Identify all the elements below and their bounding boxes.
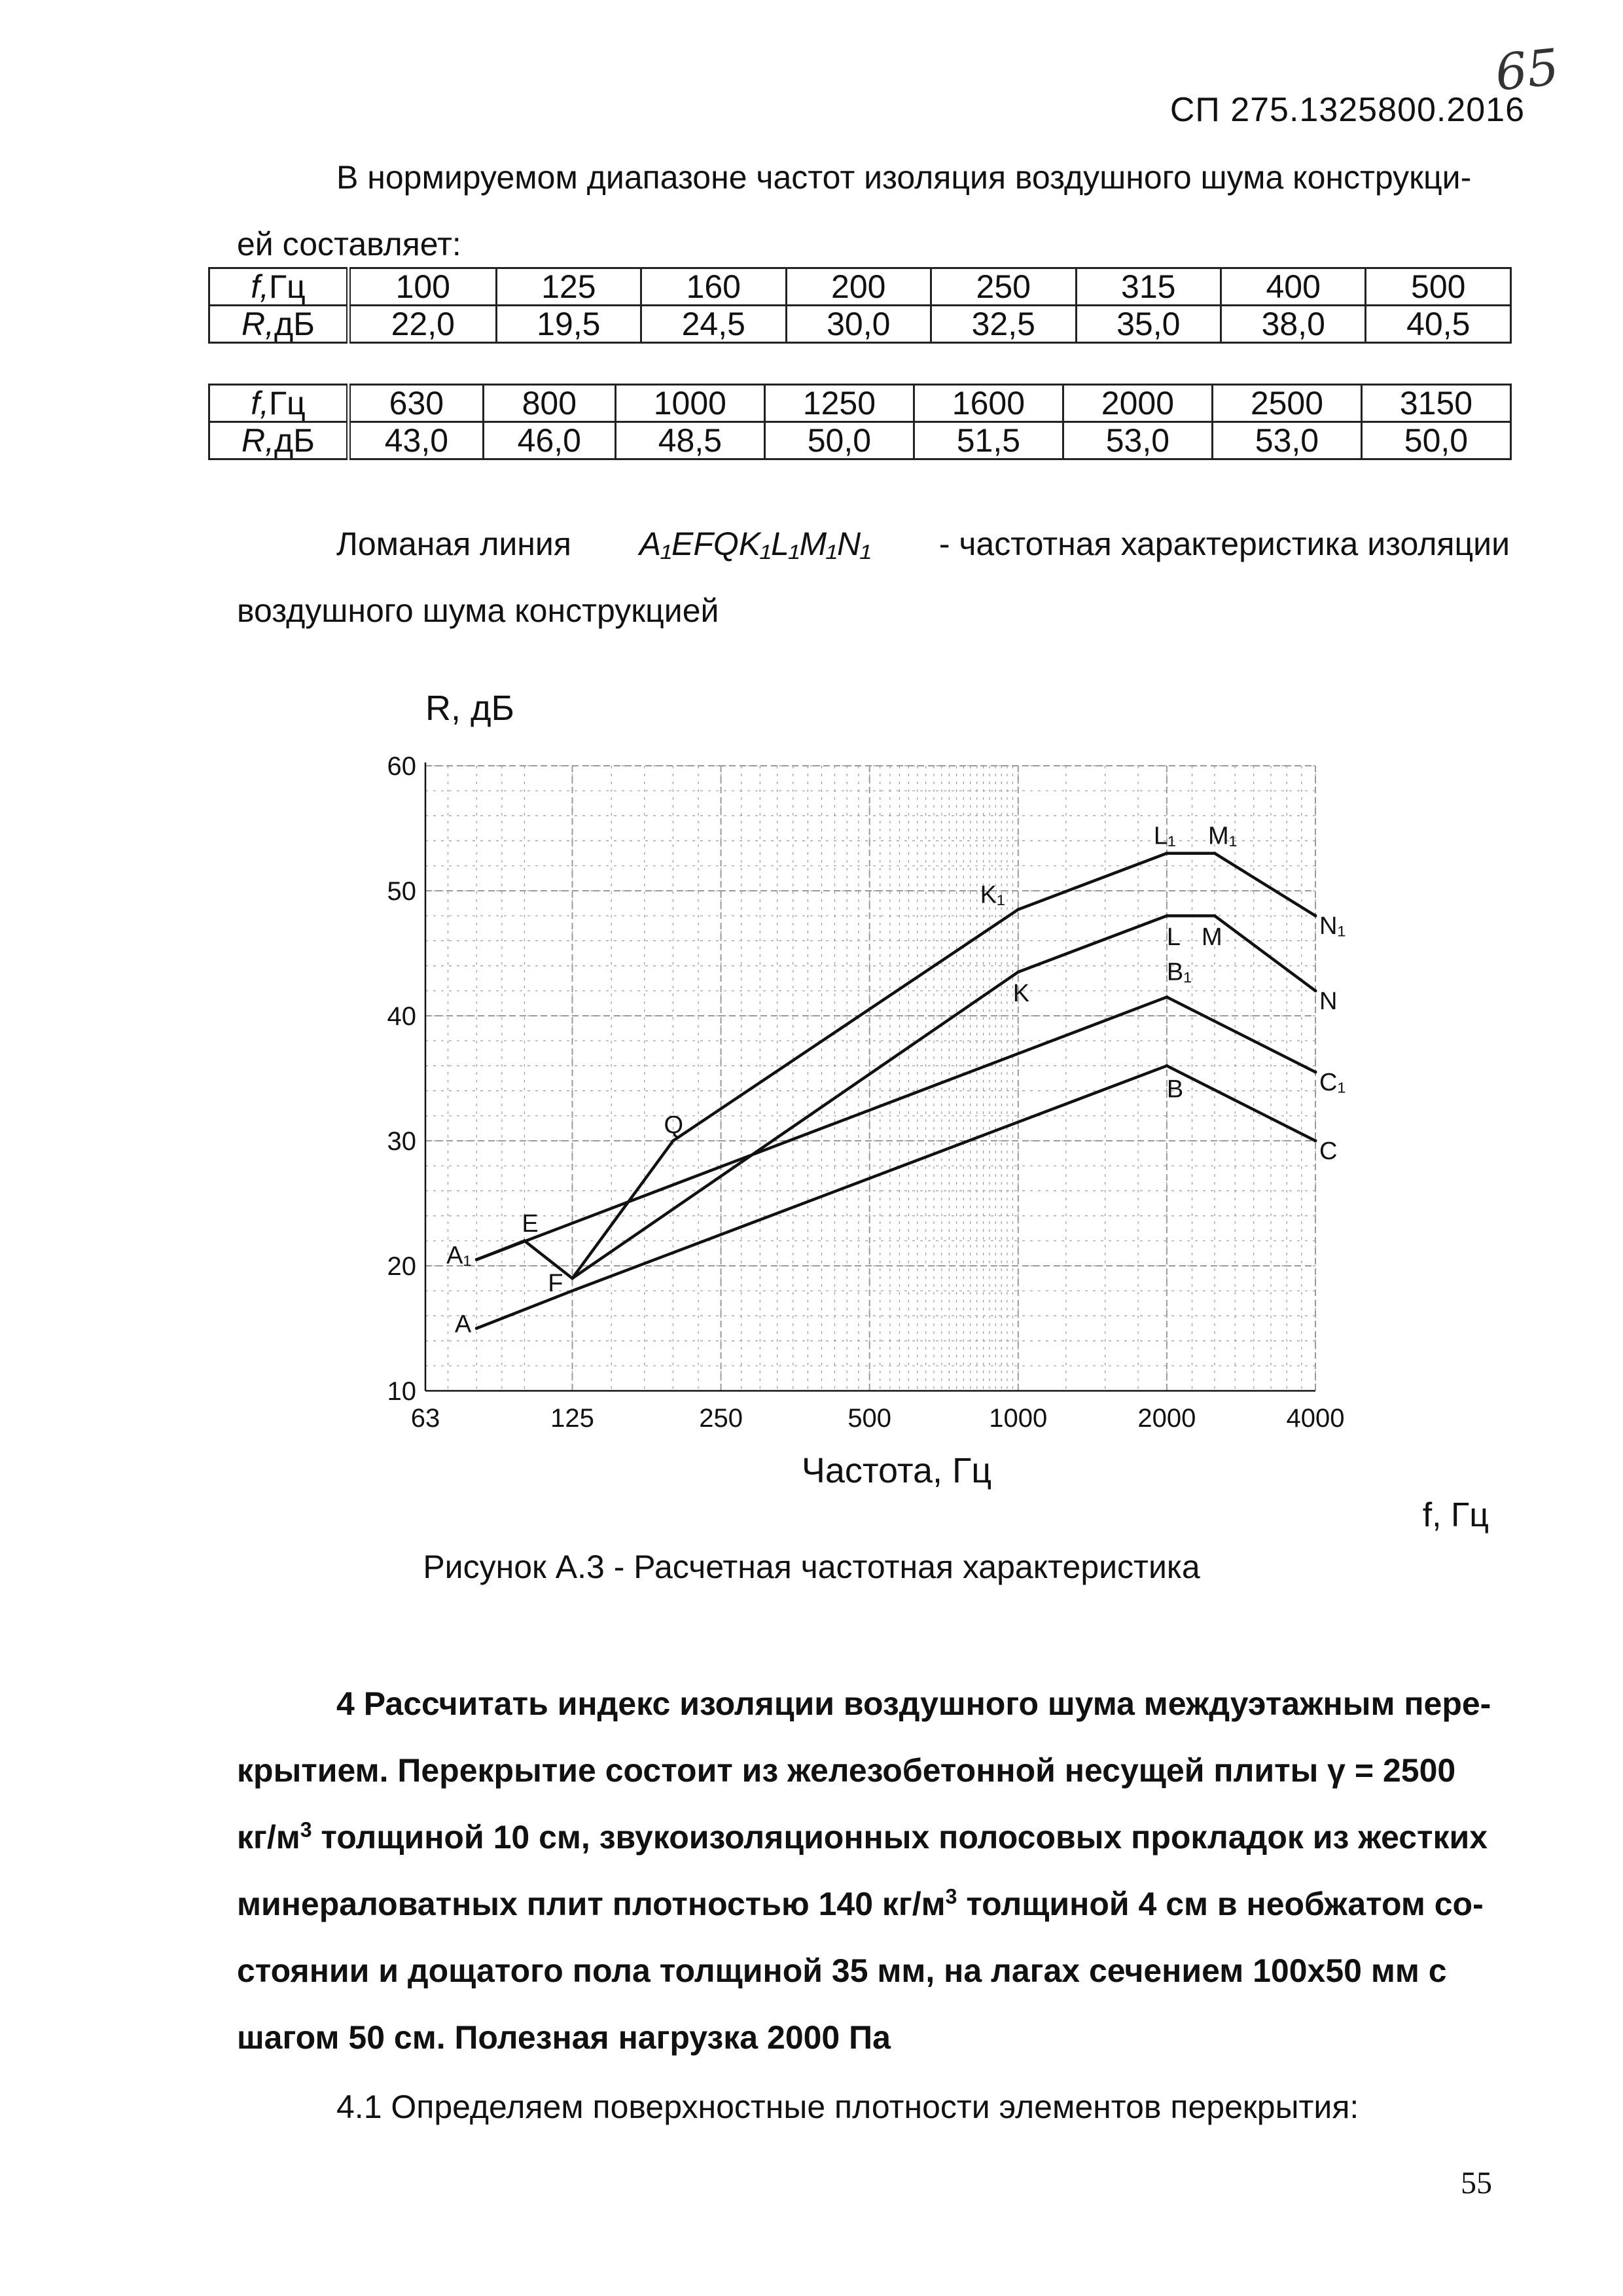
table-cell: 250 xyxy=(931,268,1076,306)
table-row-frequency xyxy=(209,385,1511,422)
intro-line-1: В нормируемом диапазоне частот изоляция воздушного шума конструкци- xyxy=(336,159,1472,196)
chart-svg xyxy=(366,681,1394,1492)
x-tick-label: 4000 xyxy=(1286,1404,1345,1433)
polyline-text-line-2: воздушного шума конструкцией xyxy=(237,592,719,629)
table-cell: 50,0 xyxy=(1361,422,1510,459)
y-tick-label: 50 xyxy=(387,877,416,906)
point-label: N₁ xyxy=(1319,912,1346,941)
intro-line-2: ей составляет: xyxy=(237,226,461,262)
y-tick-label: 40 xyxy=(387,1002,416,1031)
table-cell: 315 xyxy=(1076,268,1221,306)
point-label: L₁ xyxy=(1153,822,1176,850)
table-cell: 1000 xyxy=(615,385,764,422)
x-axis-title: Частота, Гц xyxy=(801,1451,992,1490)
table-cell: 53,0 xyxy=(1212,422,1361,459)
point-label: C₁ xyxy=(1319,1068,1346,1096)
point-label: C xyxy=(1319,1138,1338,1165)
table-cell: 630 xyxy=(349,385,484,422)
point-label: K xyxy=(1012,980,1030,1008)
frequency-table-1 xyxy=(208,267,1512,344)
table-cell: 800 xyxy=(483,385,615,422)
table-cell: 51,5 xyxy=(914,422,1063,459)
series-line xyxy=(476,1066,1315,1328)
task-line-3b: толщиной 10 см, звукоизоляционных полосовых прокладок из жестких xyxy=(312,1819,1488,1856)
series-point xyxy=(1165,914,1168,918)
table-cell: 48,5 xyxy=(615,422,764,459)
point-label: A₁ xyxy=(446,1242,472,1270)
series-point xyxy=(1213,914,1217,918)
header-frequency: f,Гц xyxy=(209,268,349,306)
handwritten-page-mark: 65 xyxy=(1492,37,1562,102)
table-cell: 40,5 xyxy=(1366,306,1511,343)
table-cell: 53,0 xyxy=(1063,422,1212,459)
task-line-4b: толщиной 4 см в необжатом со- xyxy=(957,1886,1484,1922)
table-cell: 500 xyxy=(1366,268,1511,306)
table-cell: 22,0 xyxy=(349,306,497,343)
header-insulation: R,дБ xyxy=(209,306,349,343)
polyline-paragraph xyxy=(237,511,1510,644)
table-cell: 30,0 xyxy=(786,306,931,343)
x-tick-label: 500 xyxy=(847,1404,892,1433)
point-label: E xyxy=(522,1210,539,1238)
superscript: 3 xyxy=(945,1884,957,1909)
series-point xyxy=(1165,996,1168,999)
table-row-insulation xyxy=(209,422,1511,459)
task-paragraph xyxy=(237,1670,1510,2071)
table-row-insulation xyxy=(209,306,1511,343)
table-cell: 46,0 xyxy=(483,422,615,459)
table-cell: 400 xyxy=(1221,268,1365,306)
table-cell: 24,5 xyxy=(641,306,786,343)
table-cell: 160 xyxy=(641,268,786,306)
point-label: B xyxy=(1166,1075,1184,1103)
figure-caption: Рисунок А.3 - Расчетная частотная характеристика xyxy=(423,1549,1200,1585)
y-tick-label: 20 xyxy=(387,1252,416,1281)
task-line-4a: минераловатных плит плотностью 140 кг/м xyxy=(237,1886,946,1922)
series-point xyxy=(1165,1064,1168,1067)
polyline-text-a: Ломаная линия xyxy=(336,526,571,562)
table-cell: 2000 xyxy=(1063,385,1212,422)
header-insulation: R,дБ xyxy=(209,422,349,459)
series-point xyxy=(523,1239,526,1242)
table-cell: 43,0 xyxy=(349,422,484,459)
table-cell: 200 xyxy=(786,268,931,306)
point-label: L xyxy=(1166,924,1181,952)
series-point xyxy=(1314,1139,1317,1143)
series-point xyxy=(1314,1070,1317,1073)
series-point xyxy=(1165,852,1168,855)
frequency-response-chart xyxy=(366,681,1394,1492)
frequency-axis-note: f, Гц xyxy=(1422,1496,1489,1534)
series-point xyxy=(1016,908,1020,911)
intro-paragraph xyxy=(237,144,1500,278)
step-paragraph xyxy=(237,2073,1500,2140)
series-point xyxy=(1016,971,1020,974)
point-label: A xyxy=(454,1310,472,1338)
y-tick-label: 10 xyxy=(387,1377,416,1406)
point-label: K₁ xyxy=(980,881,1005,909)
point-label: B₁ xyxy=(1166,958,1192,986)
series-point xyxy=(1314,989,1317,992)
page-number: 55 xyxy=(1461,2166,1492,2200)
document-code: СП 275.1325800.2016 xyxy=(1169,91,1525,129)
series-line xyxy=(573,916,1316,1278)
point-label: N xyxy=(1319,987,1338,1015)
step-text: 4.1 Определяем поверхностные плотности элементов перекрытия: xyxy=(336,2089,1359,2125)
table-row-frequency xyxy=(209,268,1511,306)
table-cell: 1250 xyxy=(764,385,914,422)
series-line xyxy=(476,997,1315,1259)
header-frequency: f,Гц xyxy=(209,385,349,422)
task-line-2: крытием. Перекрытие состоит из железобетонной несущей плиты γ = 2500 xyxy=(237,1752,1456,1789)
y-tick-label: 30 xyxy=(387,1127,416,1156)
x-tick-label: 125 xyxy=(550,1404,594,1433)
polyline-text-b: A₁EFQK₁L₁M₁N₁ xyxy=(639,526,871,562)
x-tick-label: 2000 xyxy=(1137,1404,1196,1433)
point-label: Q xyxy=(664,1111,684,1139)
frequency-table-2 xyxy=(208,384,1512,460)
table-cell: 3150 xyxy=(1361,385,1510,422)
y-tick-label: 60 xyxy=(387,752,416,781)
y-axis-title: R, дБ xyxy=(425,689,514,728)
point-label: M₁ xyxy=(1208,822,1238,850)
task-line-6: шагом 50 см. Полезная нагрузка 2000 Па xyxy=(237,2019,891,2056)
series-point xyxy=(475,1327,478,1330)
table-cell: 35,0 xyxy=(1076,306,1221,343)
series-point xyxy=(671,1139,675,1143)
table-cell: 100 xyxy=(349,268,497,306)
x-tick-label: 250 xyxy=(699,1404,743,1433)
point-label: M xyxy=(1202,924,1222,952)
table-cell: 2500 xyxy=(1212,385,1361,422)
table-cell: 38,0 xyxy=(1221,306,1365,343)
task-line-3a: кг/м xyxy=(237,1819,300,1856)
table-cell: 19,5 xyxy=(496,306,641,343)
task-line-5: стоянии и дощатого пола толщиной 35 мм, на лагах сечением 100х50 мм с xyxy=(237,1952,1447,1989)
series-point xyxy=(1314,914,1317,918)
task-line-1: 4 Рассчитать индекс изоляции воздушного шума междуэтажным пере- xyxy=(336,1685,1491,1722)
table-cell: 50,0 xyxy=(764,422,914,459)
table-cell: 32,5 xyxy=(931,306,1076,343)
polyline-text-c: - частотная характеристика изоляции xyxy=(938,526,1510,562)
x-tick-label: 63 xyxy=(410,1404,440,1433)
series-point xyxy=(1213,852,1217,855)
x-tick-label: 1000 xyxy=(989,1404,1048,1433)
table-cell: 125 xyxy=(496,268,641,306)
point-label: F xyxy=(548,1270,563,1298)
superscript: 3 xyxy=(300,1818,312,1842)
table-cell: 1600 xyxy=(914,385,1063,422)
